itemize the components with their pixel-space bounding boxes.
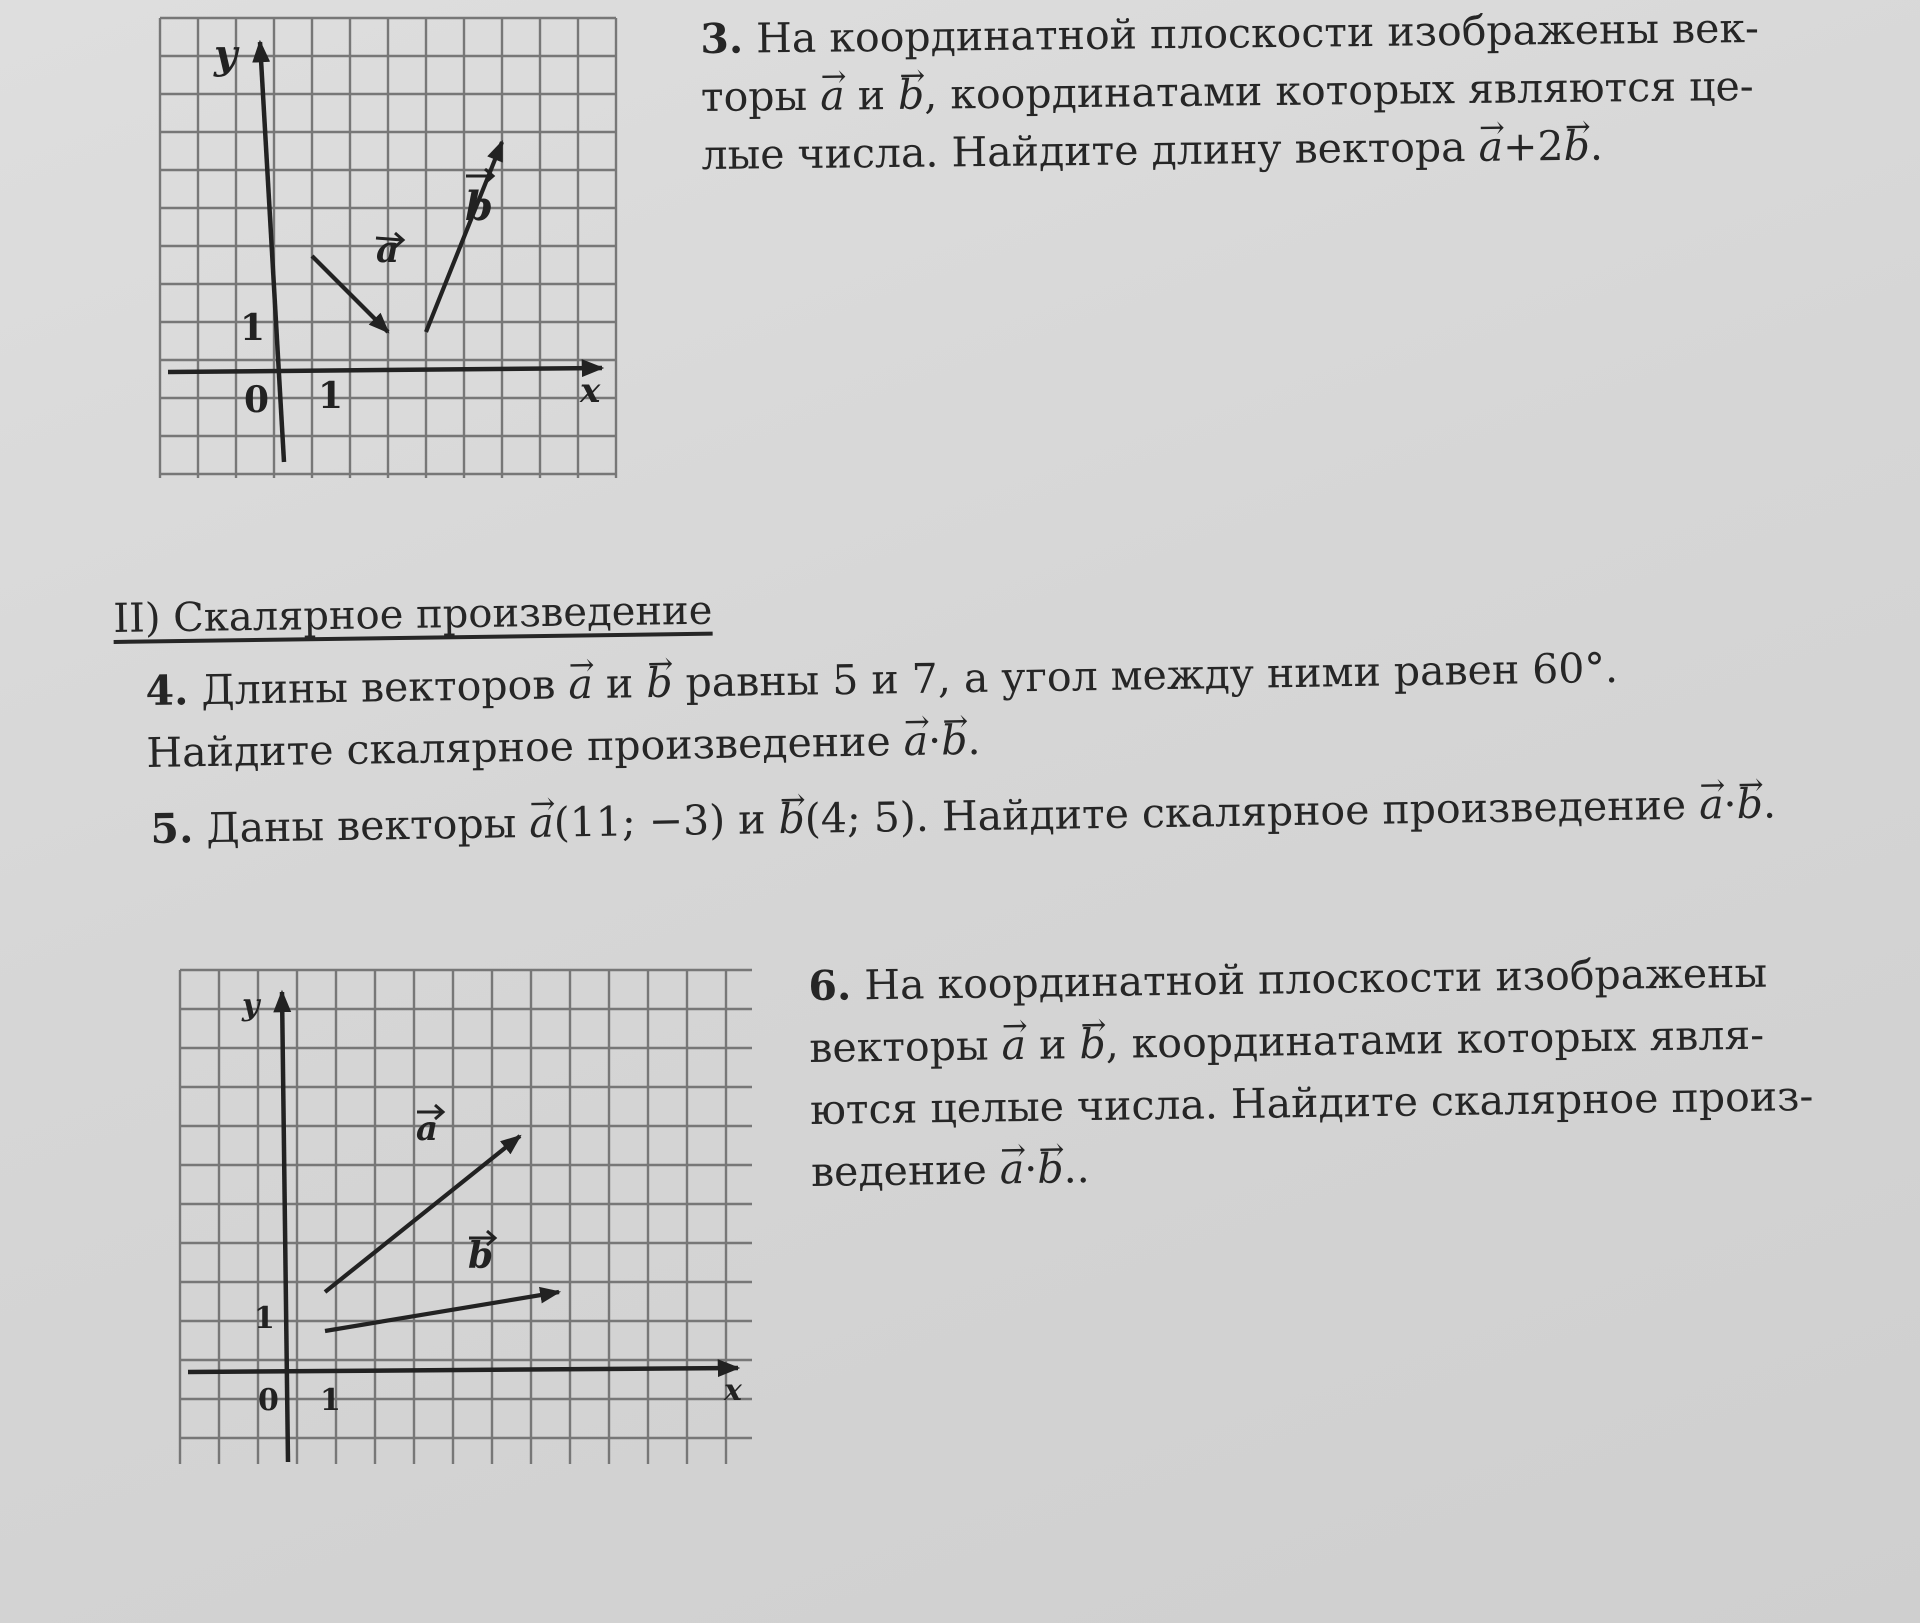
problem-5-line-1: 5. Даны векторы → a(11; −3) и → b(4; 5). Найдите скалярное произведение → a·→ b. <box>150 774 1776 858</box>
vector-b-symbol: → b <box>1736 775 1763 833</box>
graph-problem-6 <box>170 940 790 1480</box>
vector-b-symbol: → b <box>778 790 805 848</box>
y-axis-label: y <box>242 988 260 1023</box>
problem-4-line-2: Найдите скалярное произведение → a·→ b. <box>146 699 1619 784</box>
problem-number: 3. <box>700 14 744 63</box>
coordinate-plane-3 <box>140 0 660 500</box>
vector-a-label: a <box>416 1109 439 1149</box>
vector-b-label: b <box>465 183 493 230</box>
problem-5 <box>150 774 1776 858</box>
vector-b <box>325 1292 559 1331</box>
problem-6-line-4: ведение → a·→ b.. <box>811 1127 1815 1203</box>
vector-b-symbol: → b <box>1079 1013 1106 1075</box>
x-axis <box>188 1368 738 1372</box>
vector-a-symbol: → a <box>999 1138 1024 1200</box>
vector-a-symbol: → a <box>568 653 593 715</box>
vector-b-symbol: → b <box>1563 117 1590 175</box>
vector-b-symbol: → b <box>646 652 673 714</box>
vector-a-symbol: → a <box>903 710 928 772</box>
vector-a-coords: (11; −3) <box>553 795 726 847</box>
problem-number: 6. <box>808 961 852 1010</box>
vector-a-symbol: → a <box>1478 118 1503 176</box>
vector-a-symbol: → a <box>529 794 554 852</box>
problem-6-line-3: ются целые числа. Найдите скалярное произ- <box>809 1071 1814 1134</box>
problem-4-line-1: 4. Длины векторов → a и → b равны 5 и 7, а угол между ними равен 60°. <box>145 637 1618 722</box>
y-unit-label: 1 <box>254 1301 275 1336</box>
vector-a-label: a <box>376 229 400 271</box>
vector-b-label: b <box>468 1235 494 1277</box>
graph-problem-3 <box>140 0 660 500</box>
problem-number: 4. <box>145 666 189 715</box>
vector-b-coords: (4; 5) <box>804 792 917 843</box>
origin-label: 0 <box>244 379 270 421</box>
vector-b-symbol: → b <box>1037 1137 1064 1199</box>
problem-6 <box>808 941 1815 1203</box>
origin-label: 0 <box>258 1383 279 1418</box>
x-axis <box>168 368 602 372</box>
x-axis-label: x <box>724 1373 742 1408</box>
x-unit-label: 1 <box>318 375 344 417</box>
x-unit-label: 1 <box>320 1383 341 1418</box>
y-axis <box>282 992 288 1462</box>
vector-b-symbol: → b <box>898 66 925 124</box>
problem-3-line-1: 3. На координатной плоскости изображены век- <box>700 3 1760 63</box>
vector-a-symbol: → a <box>1001 1014 1026 1076</box>
vector-b-symbol: → b <box>941 709 968 771</box>
x-axis-label: x <box>580 371 601 411</box>
y-axis-label: y <box>214 31 238 78</box>
vector-a-symbol: → a <box>1699 775 1724 833</box>
problem-6-line-2: векторы → a и → b, координатами которых явля- <box>809 1003 1813 1079</box>
problem-6-line-1: 6. На координатной плоскости изображены <box>808 948 1768 1010</box>
vector-a-symbol: → a <box>820 66 845 124</box>
problem-number: 5. <box>150 804 194 853</box>
problem-3-line-3: лые числа. Найдите длину вектора → a+2→ b. <box>701 115 1760 184</box>
section-heading: II) Скалярное произведение <box>113 587 713 642</box>
problem-4 <box>145 637 1619 784</box>
problem-3-line-2: торы → a и → b, координатами которых являются це- <box>701 57 1760 126</box>
problem-3 <box>700 0 1760 184</box>
y-unit-label: 1 <box>240 307 266 349</box>
coordinate-plane-6 <box>170 940 790 1480</box>
